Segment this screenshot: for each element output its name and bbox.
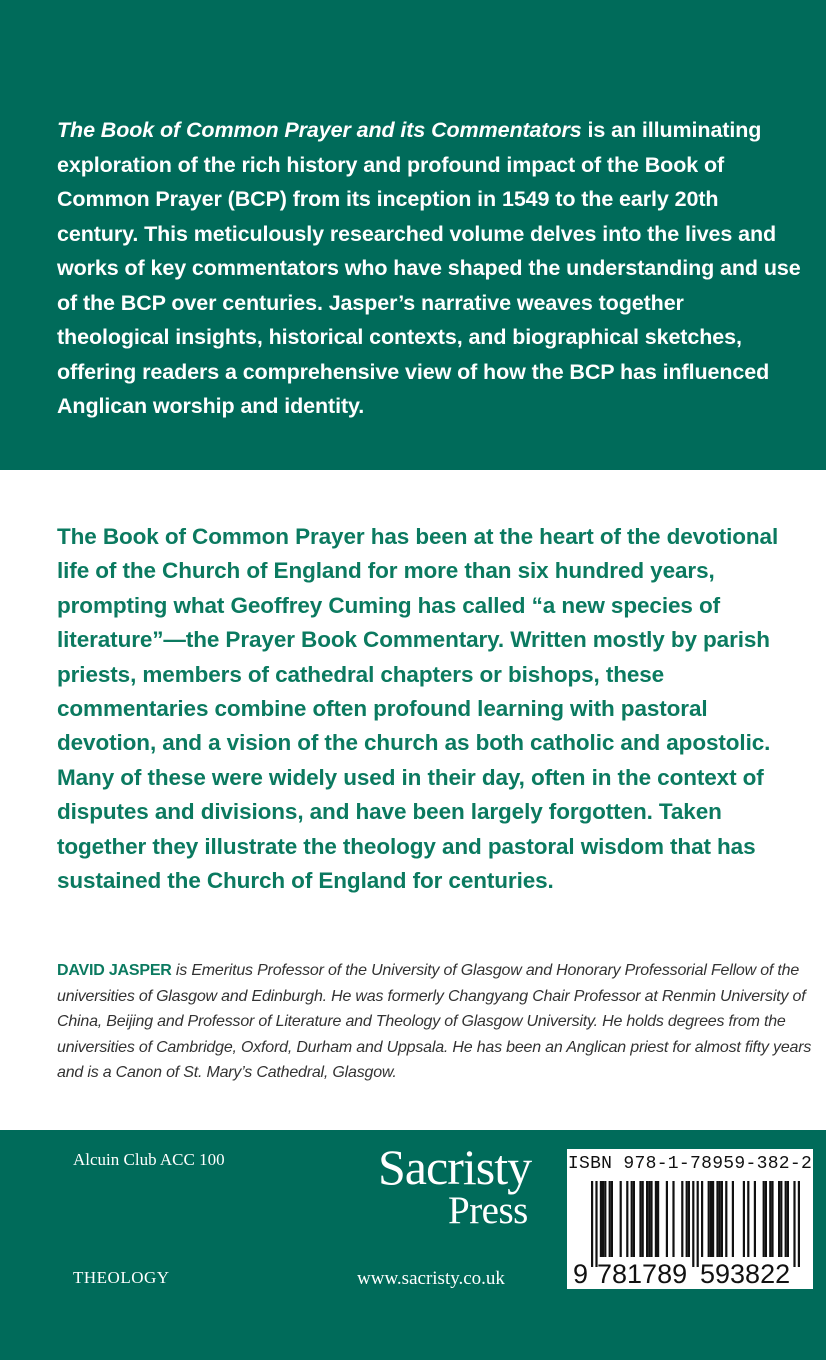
barcode-bar: [620, 1181, 622, 1257]
author-name: DAVID JASPER: [57, 962, 172, 979]
barcode-bar: [719, 1181, 721, 1257]
barcode-bar: [650, 1181, 652, 1257]
barcode-bar: [716, 1181, 718, 1257]
author-bio: [57, 958, 812, 1086]
barcode-bar: [721, 1181, 723, 1257]
subject-label: THEOLOGY: [73, 1268, 170, 1287]
barcode: [567, 1149, 813, 1289]
barcode-bar: [785, 1181, 787, 1257]
barcode-bar: [701, 1181, 703, 1257]
ean-right-digits: 593822: [700, 1259, 791, 1289]
footer-panel: [0, 1130, 826, 1360]
barcode-bar: [725, 1181, 727, 1257]
barcode-bar: [780, 1181, 782, 1257]
barcode-bar: [655, 1181, 657, 1257]
barcode-bar: [600, 1181, 602, 1257]
blurb-text: The Book of Common Prayer has been at the heart of the devotional life of the Church of England for more than six hundred years, prompting what Geoffrey Cuming has called “a new species of literature”—the Prayer Book Commentary. Written mostly by parish priests, members of cathedral chapters or bishops, these commentaries combine often profound learning with pastoral devotion, and a vision of the church as both catholic and apostolic. Many of these were widely used in their day, often in the context of disputes and divisions, and have been largely forgotten. Taken together they illustrate the theology and pastoral wisdom that has sustained the Church of England for centuries.: [57, 524, 779, 894]
book-description: [57, 113, 802, 424]
barcode-bar: [712, 1181, 714, 1257]
blurb-panel: [0, 470, 826, 1130]
barcode-bar: [595, 1181, 597, 1267]
barcode-bar: [686, 1181, 688, 1257]
author-bio-text: is Emeritus Professor of the University of Glasgow and Honorary Professorial Fellow of the universities of Glasgow and Edinburgh. He was formerly Changyang Chair Professor at Renmin University of China, Beijing and Professor of Literature and Theology of Glasgow University. He holds degrees from the universities of Cambridge, Oxford, Durham and Uppsala. He has been an Anglican priest for almost fifty years and is a Canon of St. Mary’s Cathedral, Glasgow.: [57, 962, 812, 1081]
book-description-text: is an illuminating exploration of the rich history and profound impact of the Book of Common Prayer (BCP) from its inception in 1549 to the early 20th century. This meticulously researched volume delves into the lives and works of key commentators who have shaped the understanding and use of the BCP over centuries. Jasper’s narrative weaves together theological insights, historical contexts, and biographical sketches, offering readers a comprehensive view of how the BCP has influenced Anglican worship and identity.: [57, 118, 801, 418]
barcode-bar: [769, 1181, 771, 1257]
barcode-bar: [666, 1181, 668, 1257]
barcode-bar: [604, 1181, 606, 1257]
barcode-bar: [602, 1181, 604, 1257]
publisher-logo: [378, 1139, 548, 1232]
barcode-bar: [648, 1181, 650, 1257]
description-panel: [0, 0, 826, 470]
barcode-bar: [681, 1181, 683, 1257]
barcode-bar: [710, 1181, 712, 1257]
barcode-bar: [591, 1181, 593, 1267]
barcode-bar: [626, 1181, 628, 1257]
isbn-label: ISBN 978-1-78959-382-2: [567, 1154, 813, 1174]
barcode-bar: [633, 1181, 635, 1257]
barcode-bar: [639, 1181, 641, 1257]
book-title: The Book of Common Prayer and its Commentators: [57, 118, 582, 142]
barcode-bar: [798, 1181, 800, 1267]
barcode-bar: [763, 1181, 765, 1257]
barcode-bar: [708, 1181, 710, 1257]
ean-left-digits: 781789: [597, 1259, 688, 1289]
barcode-bar: [692, 1181, 694, 1267]
barcode-bar: [688, 1181, 690, 1257]
barcode-bar: [672, 1181, 674, 1257]
barcode-bar: [697, 1181, 699, 1267]
publisher-website: www.sacristy.co.uk: [357, 1268, 505, 1289]
barcode-bar: [787, 1181, 789, 1257]
barcode-bar: [631, 1181, 633, 1257]
barcode-bar: [778, 1181, 780, 1257]
barcode-bar: [747, 1181, 749, 1257]
barcode-bar: [754, 1181, 756, 1257]
series-label: Alcuin Club ACC 100: [73, 1150, 225, 1169]
barcode-bar: [646, 1181, 648, 1257]
barcode-bar: [657, 1181, 659, 1257]
barcode-bars: [567, 1149, 813, 1289]
barcode-bar: [743, 1181, 745, 1257]
barcode-bar: [793, 1181, 795, 1267]
barcode-bar: [642, 1181, 644, 1257]
barcode-bar: [771, 1181, 773, 1257]
barcode-bar: [732, 1181, 734, 1257]
barcode-bar: [609, 1181, 611, 1257]
barcode-bar: [765, 1181, 767, 1257]
publisher-logo-line2: Press: [448, 1189, 528, 1232]
barcode-bar: [611, 1181, 613, 1257]
ean-first-digit: 9: [573, 1259, 589, 1289]
publisher-logo-line1: Sacristy: [378, 1139, 532, 1195]
